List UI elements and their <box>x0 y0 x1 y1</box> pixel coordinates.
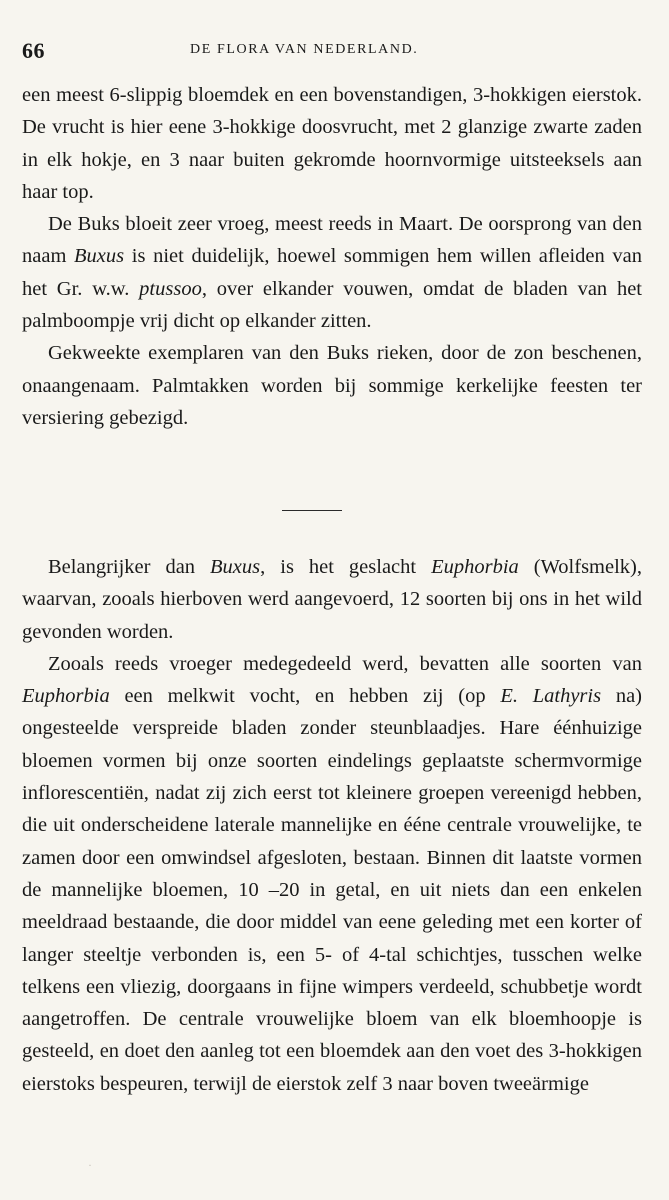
text-run: De Buks bloeit zeer vroeg, meest reeds in Maart. De oorsprong van den naam <box>22 213 642 268</box>
text-run: , over elkander vouwen, omdat de bladen van het palmboompje vrij dicht op elkander zitten. <box>22 277 642 333</box>
faint-print-mark: · <box>88 1158 92 1172</box>
section-divider <box>282 510 342 511</box>
italic-term-buxus: Buxus <box>210 556 261 578</box>
italic-term-euphorbia: Euphorbia <box>22 685 110 708</box>
text-run: na) ongesteelde verspreide bladen zonder steunblaadjes. Hare éénhuizige bloemen vormen bij onze soorten eindelings geplaatste schermvormige inflorescentiën, nadat zij zich eerst tot kleinere groepen vereenigd hebben, die uit onderscheidene laterale mannelijke en ééne centrale vrouwelijke, te zamen door een omwindsel afgesloten, bestaan. Binnen dit laatste vormen de mannelijke bloemen, 10 –20 in getal, en uit niets dan een enkelen meeldraad bestaande, die door middel van eene geleding met een korter of langer steeltje verbonden is, een 5- of 4-tal schichtjes, tusschen welke telkens een vliezig, doorgaans in fijne wimpers verdeeld, schubbetje wordt aangetroffen. De centrale vrouwelijke bloem van elk bloemhoopje is gesteeld, en doet den aanleg tot een bloemdek aan den voet des 3-hokkigen eierstoks bespeuren, terwijl de eierstok zelf 3 naar boven tweeärmige <box>22 685 642 1095</box>
section-buxus <box>22 79 642 434</box>
italic-term-euphorbia: Euphorbia <box>431 556 519 578</box>
paragraph-euphorbia-description <box>22 648 642 1100</box>
text-run: , is het geslacht <box>260 556 432 578</box>
italic-term-ptussoo: ptussoo <box>139 277 202 300</box>
text-run: een melkwit vocht, en hebben zij (op <box>109 685 501 708</box>
page-header <box>22 38 642 68</box>
page-number: 66 <box>22 38 45 63</box>
paragraph-continuation: een meest 6-slippig bloemdek en een bovenstandigen, 3-hokkigen eierstok. De vrucht is hier eene 3-hokkige doosvrucht, met 2 glanzige zwarte zaden in elk hokje, en 3 naar buiten gekromde hoornvormige uitsteeksels aan haar top. <box>22 84 642 203</box>
italic-term-e-lathyris: E. Lathyris <box>500 685 602 708</box>
running-title: DE FLORA VAN NEDERLAND. <box>190 42 419 57</box>
paragraph-euphorbia-intro <box>22 551 642 648</box>
text-run: is niet duidelijk, hoewel sommigen hem willen afleiden van het Gr. w.w. <box>22 245 642 300</box>
text-run: Belangrijker dan <box>48 556 211 578</box>
text-run: Zooals reeds vroeger medegedeeld werd, bevatten alle soorten van <box>48 652 642 675</box>
italic-term-buxus: Buxus <box>74 245 125 268</box>
section-euphorbia <box>22 551 642 1100</box>
paragraph-name-origin <box>22 208 642 337</box>
text-run: (Wolfsmelk), waarvan, zooals hierboven werd aangevoerd, 12 soorten bij ons in het wild gevonden worden. <box>22 556 642 643</box>
paragraph-cultivated: Gekweekte exemplaren van den Buks rieken, door de zon beschenen, onaangenaam. Palmtakken worden bij sommige kerkelijke feesten ter versiering gebezigd. <box>22 342 642 429</box>
